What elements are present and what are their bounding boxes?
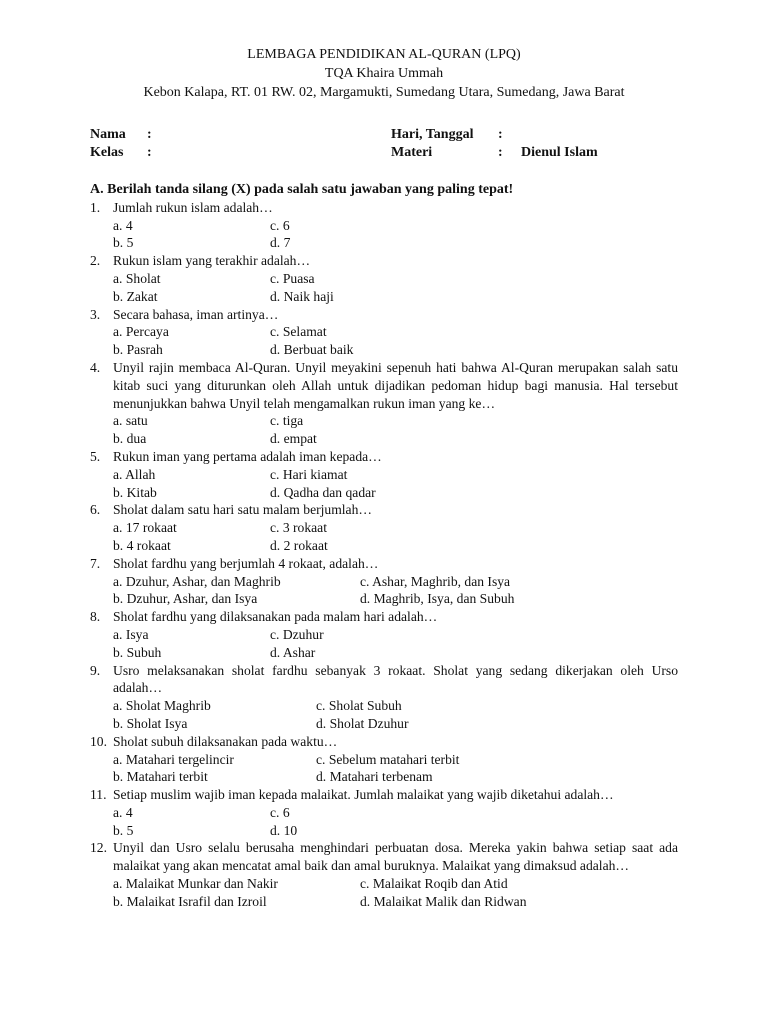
question	[90, 662, 678, 698]
option-d[interactable]: d. Maghrib, Isya, dan Subuh	[360, 591, 515, 607]
option-a[interactable]: a. Matahari tergelincir	[113, 751, 234, 767]
materi-colon: :	[498, 145, 503, 160]
answer-options	[113, 217, 678, 253]
answer-options	[113, 519, 678, 555]
question-text: Unyil dan Usro selalu berusaha menghindari perbuatan dosa. Mereka yakin bahwa setiap saat ada malaikat yang akan mencatat amal baik dan amal buruknya. Malaikat yang dimaksud adalah…	[113, 840, 678, 874]
question	[90, 252, 678, 270]
option-d[interactable]: d. empat	[270, 431, 317, 447]
question-number: 4.	[90, 359, 101, 375]
option-b[interactable]: b. Pasrah	[113, 342, 163, 358]
option-c[interactable]: c. Dzuhur	[270, 626, 324, 642]
info-row-2	[90, 144, 690, 162]
question	[90, 501, 678, 519]
question-number: 6.	[90, 502, 101, 518]
option-a[interactable]: a. Sholat	[113, 270, 161, 286]
option-c[interactable]: c. Ashar, Maghrib, dan Isya	[360, 573, 511, 589]
option-a[interactable]: a. Allah	[113, 466, 156, 482]
option-d[interactable]: d. Ashar	[270, 644, 316, 660]
option-b[interactable]: b. Matahari terbit	[113, 769, 208, 785]
option-c[interactable]: c. Puasa	[270, 270, 315, 286]
option-b[interactable]: b. 4 rokaat	[113, 537, 171, 553]
question-text: Usro melaksanakan sholat fardhu sebanyak 3 rokaat. Sholat yang sedang dikerjakan oleh Urso adalah…	[113, 662, 678, 696]
option-a[interactable]: a. 17 rokaat	[113, 520, 177, 536]
option-c[interactable]: c. Malaikat Roqib dan Atid	[360, 876, 508, 892]
answer-options	[113, 751, 678, 787]
option-d[interactable]: d. 2 rokaat	[270, 537, 328, 553]
question-text: Secara bahasa, iman artinya…	[113, 306, 279, 322]
question-text: Rukun iman yang pertama adalah iman kepada…	[113, 448, 382, 464]
question-number: 9.	[90, 662, 101, 678]
option-b[interactable]: b. Sholat Isya	[113, 715, 188, 731]
institution-name: LEMBAGA PENDIDIKAN AL-QURAN (LPQ)	[247, 47, 521, 62]
option-a[interactable]: a. Dzuhur, Ashar, dan Maghrib	[113, 573, 281, 589]
answer-options	[113, 573, 678, 609]
hari-colon: :	[498, 127, 503, 142]
question-number: 12.	[90, 840, 107, 856]
question-text: Unyil rajin membaca Al-Quran. Unyil meyakini sepenuh hati bahwa Al-Quran merupakan salah satu kitab suci yang diturunkan oleh Allah untuk dijadikan pedoman hidup bagi manusia. Hal tersebut menunjukkan bahwa Unyil telah mengamalkan rukun iman yang ke…	[113, 359, 678, 411]
answer-options	[113, 270, 678, 306]
option-d[interactable]: d. Malaikat Malik dan Ridwan	[360, 893, 527, 909]
question-text: Sholat subuh dilaksanakan pada waktu…	[113, 733, 338, 749]
answer-options	[113, 323, 678, 359]
option-b[interactable]: b. Dzuhur, Ashar, dan Isya	[113, 591, 258, 607]
option-c[interactable]: c. Sebelum matahari terbit	[316, 751, 460, 767]
question-number: 3.	[90, 306, 101, 322]
nama-label: Nama	[90, 127, 126, 142]
option-d[interactable]: d. Matahari terbenam	[316, 769, 433, 785]
option-b[interactable]: b. Malaikat Israfil dan Izroil	[113, 893, 267, 909]
document-header	[0, 45, 768, 102]
question-number: 2.	[90, 253, 101, 269]
answer-options	[113, 466, 678, 502]
question-number: 11.	[90, 787, 107, 803]
answer-options	[113, 804, 678, 840]
option-a[interactable]: a. Sholat Maghrib	[113, 698, 211, 714]
question	[90, 786, 678, 804]
kelas-label: Kelas	[90, 145, 124, 160]
question-text: Jumlah rukun islam adalah…	[113, 199, 273, 215]
option-c[interactable]: c. Sholat Subuh	[316, 698, 402, 714]
option-c[interactable]: c. 6	[270, 217, 290, 233]
info-row-1	[90, 126, 690, 144]
option-d[interactable]: d. 7	[270, 235, 291, 251]
option-c[interactable]: c. tiga	[270, 413, 304, 429]
option-d[interactable]: d. Berbuat baik	[270, 342, 354, 358]
hari-label: Hari, Tanggal	[391, 127, 474, 142]
nama-colon: :	[147, 127, 152, 142]
question-number: 8.	[90, 609, 101, 625]
option-a[interactable]: a. 4	[113, 217, 133, 233]
question-text: Sholat dalam satu hari satu malam berjumlah…	[113, 502, 372, 518]
question	[90, 199, 678, 217]
materi-value: Dienul Islam	[521, 145, 598, 160]
question-list	[90, 181, 678, 911]
student-info	[90, 126, 690, 162]
answer-options	[113, 697, 678, 733]
school-address: Kebon Kalapa, RT. 01 RW. 02, Margamukti, Sumedang Utara, Sumedang, Jawa Barat	[143, 85, 625, 100]
option-a[interactable]: a. Percaya	[113, 324, 169, 340]
question	[90, 306, 678, 324]
option-a[interactable]: a. satu	[113, 413, 148, 429]
question	[90, 555, 678, 573]
option-c[interactable]: c. Selamat	[270, 324, 327, 340]
option-b[interactable]: b. Zakat	[113, 288, 158, 304]
question-number: 5.	[90, 448, 101, 464]
answer-options	[113, 626, 678, 662]
option-c[interactable]: c. 6	[270, 804, 290, 820]
option-a[interactable]: a. 4	[113, 804, 133, 820]
kelas-colon: :	[147, 145, 152, 160]
option-b[interactable]: b. Kitab	[113, 484, 157, 500]
answer-options	[113, 875, 678, 911]
section-title: A. Berilah tanda silang (X) pada salah satu jawaban yang paling tepat!	[90, 182, 514, 197]
question-text: Rukun islam yang terakhir adalah…	[113, 253, 311, 269]
question-text: Sholat fardhu yang dilaksanakan pada malam hari adalah…	[113, 609, 438, 625]
option-b[interactable]: b. 5	[113, 235, 134, 251]
option-c[interactable]: c. Hari kiamat	[270, 466, 348, 482]
option-a[interactable]: a. Malaikat Munkar dan Nakir	[113, 876, 278, 892]
question	[90, 839, 678, 875]
question	[90, 733, 678, 751]
option-b[interactable]: b. 5	[113, 822, 134, 838]
question	[90, 448, 678, 466]
option-d[interactable]: d. Sholat Dzuhur	[316, 715, 409, 731]
answer-options	[113, 412, 678, 448]
question-text: Setiap muslim wajib iman kepada malaikat. Jumlah malaikat yang wajib diketahui adalah…	[113, 787, 614, 803]
option-d[interactable]: d. Naik haji	[270, 288, 334, 304]
materi-label: Materi	[391, 145, 433, 160]
question-number: 7.	[90, 555, 101, 571]
option-a[interactable]: a. Isya	[113, 626, 149, 642]
option-c[interactable]: c. 3 rokaat	[270, 520, 327, 536]
school-name: TQA Khaira Ummah	[324, 66, 444, 81]
question	[90, 608, 678, 626]
option-d[interactable]: d. Qadha dan qadar	[270, 484, 376, 500]
question-text: Sholat fardhu yang berjumlah 4 rokaat, adalah…	[113, 555, 379, 571]
option-b[interactable]: b. dua	[113, 431, 147, 447]
option-b[interactable]: b. Subuh	[113, 644, 162, 660]
question-number: 1.	[90, 199, 101, 215]
question-number: 10.	[90, 733, 107, 749]
question	[90, 359, 678, 412]
option-d[interactable]: d. 10	[270, 822, 298, 838]
